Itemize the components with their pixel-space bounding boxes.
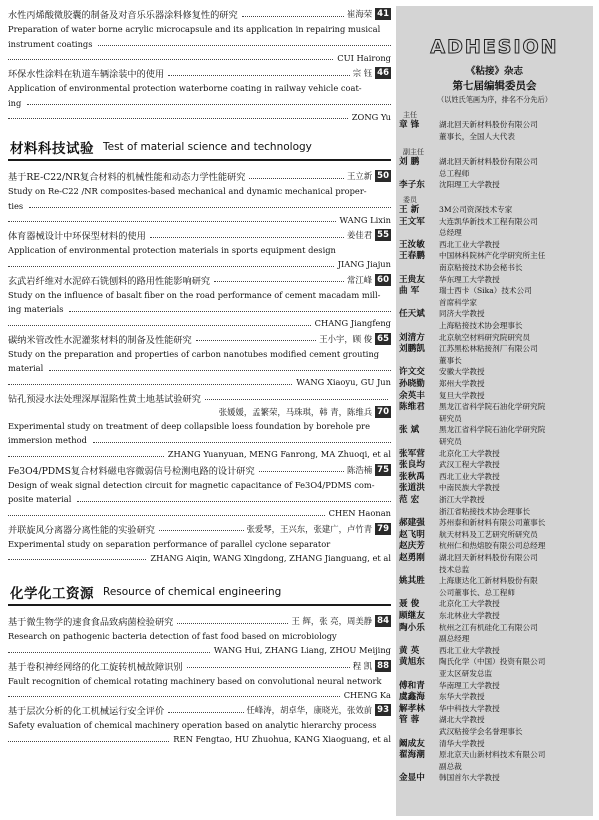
member-affiliation: 技术总监 [439, 564, 470, 574]
member-affiliation: 江苏黑松林粘接剂厂有限公司 [439, 344, 538, 354]
committee-member [396, 761, 593, 773]
member-name: 张军营 [399, 448, 425, 459]
article-title-cn[interactable] [8, 522, 391, 536]
member-affiliation: 南京粘接技术协会秘书长 [439, 263, 523, 272]
author-en-line [8, 376, 391, 389]
member-affiliation: 陶氏化学（中国）投资有限公司 [439, 657, 546, 667]
article-title-en [8, 37, 391, 51]
member-affiliation: 研究员 [439, 437, 462, 446]
member-name: 任天斌 [399, 309, 425, 320]
member-affiliation: 华中科技大学教授 [439, 703, 500, 713]
member-affiliation: 北京化工大学教授 [439, 448, 500, 458]
author-en-line [8, 51, 391, 64]
member-name: 刘鹏凯 [399, 344, 425, 355]
committee-member [396, 366, 593, 378]
leader-dots [8, 456, 164, 457]
leader-dots [8, 59, 333, 60]
leader-dots [159, 530, 244, 531]
member-name: 余英丰 [399, 390, 425, 401]
article-title-cn[interactable] [8, 228, 391, 242]
member-affiliation: 东北林业大学教授 [439, 611, 500, 620]
leader-dots [29, 207, 391, 208]
leader-dots [49, 370, 391, 371]
member-name: 王汝敏 [399, 239, 425, 250]
adhesion-masthead: ADHESION [430, 36, 559, 58]
author-cn: 张媛媛，孟繁荣，马珠琪，韩 青，陈维兵 [218, 406, 373, 417]
committee-member [396, 529, 593, 541]
article-title-en [8, 492, 391, 506]
author-cn: 崔海荣 [347, 9, 373, 19]
committee-member [396, 726, 593, 738]
page-number-badge: 41 [377, 9, 389, 19]
member-affiliation: 清华大学教授 [439, 738, 485, 748]
member-name: 孙晓勤 [399, 379, 425, 389]
committee-member [396, 622, 593, 634]
author-cn: 宗 钰 [352, 68, 373, 78]
leader-dots [168, 712, 243, 713]
article-title-cn[interactable] [8, 703, 391, 717]
page-number-badge: 75 [377, 464, 389, 475]
member-affiliation: 3M公司资深技术专家 [439, 205, 513, 214]
member-name: 刘 鹏 [399, 157, 420, 168]
member-affiliation: 北京航空材料研究院研究员 [439, 332, 531, 342]
article-title-en: Fault recognition of chemical rotating machinery based on convolutional neural network [8, 675, 382, 686]
article-title-en: Study on Re-C22 /NR composites-based mechanical and dynamic mechanical proper- [8, 186, 367, 196]
member-affiliation: 原北京天山新材料技术有限公司 [439, 750, 546, 760]
committee-member [396, 250, 593, 262]
article-title-text: Fe3O4/PDMS复合材料磁电容微弱信号检测电路的设计研究 [8, 465, 255, 477]
member-affiliation: 沈阳理工大学教授 [439, 180, 500, 190]
author-en: WANG Xiaoyu, GU Jun [296, 377, 391, 387]
article-title-text: 水性丙烯酸微胶囊的制备及对音乐乐器涂料修复性的研究 [8, 10, 238, 21]
member-name: 许文交 [399, 367, 425, 378]
leader-dots [196, 340, 316, 341]
article-title-text: 基于微生物学的速食食品致病菌检验研究 [8, 617, 174, 628]
article-title-text: 体育器械设计中环保型材料的使用 [8, 231, 146, 242]
committee-member [396, 424, 593, 436]
author-en-line [8, 507, 391, 520]
member-affiliation: 航天材料及工艺研究所研究员 [439, 529, 538, 539]
article-title-en [8, 433, 391, 447]
member-affiliation: 郑州大学教授 [439, 379, 485, 388]
member-name: 黄 英 [399, 645, 420, 656]
author-en-line [8, 258, 391, 271]
article-title-cn[interactable] [8, 273, 391, 287]
committee-member [396, 680, 593, 692]
article-title-text: 基于RE-C22/NR复合材料的机械性能和动态力学性能研究 [8, 172, 246, 183]
leader-dots [249, 178, 344, 179]
committee-member [396, 239, 593, 251]
member-affiliation: 上海粘接技术协会理事长 [439, 321, 523, 330]
leader-dots [8, 652, 210, 653]
committee-member [396, 540, 593, 552]
member-name: 刘清方 [399, 332, 425, 343]
committee-member [396, 390, 593, 402]
section-rule [8, 604, 391, 606]
page-number-badge: 46 [377, 68, 389, 78]
section-title-en: Resource of chemical engineering [103, 586, 282, 598]
member-affiliation: 浙江省粘接技术协会理事长 [439, 506, 531, 516]
author-en-line [8, 110, 391, 123]
leader-dots [177, 623, 288, 624]
committee-member [396, 297, 593, 309]
member-name: 姚其胜 [399, 576, 425, 587]
article-title-cn[interactable] [8, 391, 391, 405]
article-title-text: 碳纳米管改性水泥灌浆材料的制备及性能研究 [8, 334, 192, 346]
committee-member [396, 343, 593, 355]
page-number-badge: 55 [377, 230, 389, 240]
member-name: 范 宏 [399, 495, 420, 505]
section-header [8, 578, 391, 606]
committee-member [396, 459, 593, 471]
page-number-badge: 65 [377, 333, 389, 344]
article-title-cn[interactable] [8, 614, 391, 628]
article-title-cn[interactable] [8, 66, 391, 80]
member-name: 王春鹏 [399, 251, 425, 262]
member-affiliation: 同济大学教授 [439, 309, 485, 319]
author-en-line [8, 317, 391, 330]
committee-member [396, 131, 593, 143]
member-affiliation: 中南民族大学教授 [439, 483, 500, 493]
author-en-line [8, 688, 391, 701]
member-affiliation: 亚太区研发总监 [439, 669, 493, 678]
committee-member [396, 156, 593, 168]
member-name: 王 新 [399, 205, 420, 215]
article-title-cn[interactable] [8, 7, 391, 21]
member-affiliation: 武汉粘接学会名誉理事长 [439, 727, 523, 736]
section-title-cn: 材料科技试验 [10, 141, 94, 157]
author-cn: 任峰涛，胡卓华，康晓光，张效前 [246, 705, 373, 715]
role-label: 委员 [403, 196, 417, 204]
article-title-text: 钻孔预浸水法处理深厚湿陷性黄土地基试验研究 [8, 393, 201, 405]
page-number-badge: 79 [377, 523, 389, 534]
member-name: 陶小乐 [399, 622, 425, 633]
member-affiliation: 武汉工程大学教授 [439, 460, 500, 470]
leader-dots [259, 471, 344, 472]
title-en-text: posite material [8, 494, 72, 504]
committee-member [396, 119, 593, 131]
member-affiliation: 西北工业大学教授 [439, 645, 500, 655]
author-en-line [8, 213, 391, 226]
committee-member [396, 227, 593, 239]
author-cn: 常江峰 [347, 274, 373, 285]
member-affiliation: 韩国首尔大学教授 [439, 773, 500, 783]
member-name: 管 蓉 [399, 715, 420, 726]
committee-member [396, 274, 593, 286]
editorial-committee-panel [396, 6, 593, 816]
member-affiliation: 华南理工大学教授 [439, 680, 500, 690]
committee-member [396, 610, 593, 622]
committee-member [396, 645, 593, 657]
committee-member [396, 285, 593, 297]
author-en: CHEN Haonan [328, 508, 391, 518]
article-title-en: Study on the influence of basalt fiber on the road performance of cement macadam mill- [8, 289, 381, 300]
committee-member [396, 308, 593, 320]
committee-member [396, 482, 593, 494]
leader-dots [8, 515, 325, 516]
member-affiliation: 黑龙江省科学院石油化学研究院 [439, 425, 546, 435]
page-number-badge: 70 [377, 406, 389, 417]
committee-member [396, 448, 593, 460]
article-title-en: Experimental study on separation performance of parallel cyclone separator [8, 538, 331, 549]
article-title-en [8, 361, 391, 375]
article-title-en: Safety evaluation of chemical machinery operation based on analytic hierarchy process [8, 720, 377, 730]
leader-dots [77, 501, 391, 502]
leader-dots [8, 696, 340, 697]
author-cn: 陈浩楠 [347, 464, 373, 475]
article-title-cn[interactable] [8, 463, 391, 477]
member-affiliation: 董事长 [439, 355, 462, 365]
author-cn: 程 凯 [352, 660, 373, 671]
member-name: 陈维君 [399, 402, 425, 413]
committee-member [396, 703, 593, 715]
member-name: 赵勇刚 [399, 553, 425, 563]
committee-member [396, 587, 593, 599]
member-name: 阚成友 [399, 738, 425, 749]
member-affiliation: 西北工业大学教授 [439, 471, 500, 481]
page-number-badge: 93 [377, 705, 389, 715]
title-en-text: instrument coatings [8, 38, 93, 49]
leader-dots [8, 118, 348, 119]
member-name: 解孝林 [399, 703, 425, 714]
author-en-line [8, 448, 391, 461]
member-affiliation: 首席科学家 [439, 297, 477, 307]
title-en-text: immersion method [8, 435, 87, 445]
member-affiliation: 公司董事长、总工程师 [439, 587, 515, 597]
article-title-en: Experimental study on treatment of deep collapsible loess foundation by borehole pre [8, 420, 371, 431]
article-title-en: Design of weak signal detection circuit for magnetic capacitance of Fe3O4/PDMS com- [8, 479, 375, 490]
author-en: REN Fengtao, HU Zhuohua, KANG Xiaoguang, et al [173, 734, 391, 744]
member-name: 李子东 [399, 180, 425, 191]
committee-member [396, 168, 593, 180]
member-name: 张道洪 [399, 483, 425, 494]
leader-dots [69, 311, 391, 312]
member-affiliation: 东华大学教授 [439, 692, 485, 702]
author-en-line [8, 733, 391, 746]
leader-dots [242, 16, 344, 17]
committee-member [396, 506, 593, 518]
committee-member [396, 633, 593, 645]
member-affiliation: 浙江大学教授 [439, 495, 485, 504]
committee-member [396, 494, 593, 506]
member-affiliation: 研究员 [439, 413, 462, 423]
leader-dots [98, 45, 391, 46]
journal-name: 《粘接》杂志 [465, 66, 523, 77]
member-affiliation: 副总经理 [439, 634, 470, 644]
committee-member [396, 691, 593, 703]
committee-member [396, 401, 593, 413]
role-label: 副主任 [403, 148, 424, 157]
leader-dots [8, 221, 336, 222]
leader-dots [150, 237, 344, 238]
member-affiliation: 湖北回天新材料股份有限公司 [439, 157, 538, 167]
member-affiliation: 安徽大学教授 [439, 367, 485, 377]
member-name: 张 斌 [399, 425, 420, 436]
member-affiliation: 湖北回天新材料股份有限公司 [439, 120, 538, 129]
article-title-en [8, 199, 391, 213]
author-cn: 张爱琴，王兴东，张建广，卢竹青 [246, 523, 373, 534]
committee-member [396, 656, 593, 668]
committee-member [396, 413, 593, 425]
section-title-cn: 化学化工资源 [10, 586, 94, 602]
member-affiliation: 湖北回天新材料股份有限公司 [439, 553, 538, 562]
section-title-en: Test of material science and technology [103, 141, 312, 153]
member-name: 赵飞明 [399, 529, 425, 540]
committee-note: （以姓氏笔画为序，排名不分先后） [436, 95, 552, 104]
member-affiliation: 西北工业大学教授 [439, 239, 500, 249]
member-affiliation: 北京化工大学教授 [439, 599, 500, 609]
role-label: 主任 [403, 111, 417, 119]
leader-dots [93, 442, 391, 443]
article-title-cn[interactable] [8, 659, 391, 673]
member-affiliation: 杭州之江有机硅化工有限公司 [439, 622, 538, 632]
member-affiliation: 苏州泰和新材料有限公司董事长 [439, 518, 546, 528]
leader-dots [8, 325, 311, 326]
committee-member [396, 471, 593, 483]
author-en: ZHANG Yuanyuan, MENG Fanrong, MA Zhuoqi, et al [167, 449, 391, 459]
leader-dots [187, 667, 350, 668]
committee-member [396, 598, 593, 610]
member-affiliation: 华东理工大学教授 [439, 274, 500, 284]
member-affiliation: 副总裁 [439, 761, 462, 771]
member-name: 郝建强 [399, 518, 425, 529]
article-title-cn[interactable] [8, 332, 391, 346]
author-en: CHENG Ka [343, 689, 391, 700]
committee-member [396, 332, 593, 344]
section-rule [8, 159, 391, 161]
member-name: 章 锋 [399, 120, 420, 130]
committee-title: 第七届编辑委员会 [452, 80, 537, 92]
leader-dots [205, 399, 388, 400]
author-en: ZONG Yu [351, 111, 391, 122]
member-affiliation: 瑞士西卡（Sika）技术公司 [439, 286, 532, 296]
committee-member [396, 575, 593, 587]
member-name: 虞鑫海 [399, 692, 425, 703]
committee-member [396, 738, 593, 750]
article-title-en: Application of environmental protection waterborne coating in railway vehicle coat- [8, 83, 362, 93]
member-name: 赵庆芳 [399, 541, 425, 552]
leader-dots [8, 384, 292, 385]
committee-member [396, 262, 593, 274]
member-affiliation: 复旦大学教授 [439, 390, 485, 400]
article-title-en: Application of environmental protection materials in sports equipment design [8, 245, 336, 255]
article-title-text: 基于层次分析的化工机械运行安全评价 [8, 706, 165, 717]
member-name: 顾继友 [399, 611, 425, 621]
author-cn: 王 辉，张 亮，周美静 [291, 616, 373, 626]
member-name: 聂 俊 [399, 599, 420, 610]
committee-member [396, 436, 593, 448]
member-affiliation: 黑龙江省科学院石油化学研究院 [439, 402, 546, 412]
title-en-text: ing [8, 97, 22, 108]
leader-dots [8, 559, 146, 560]
author-en: CUI Hairong [337, 52, 391, 63]
committee-member [396, 772, 593, 784]
author-en: JIANG Jiajun [337, 259, 391, 269]
committee-member [396, 179, 593, 191]
title-en-text: ing materials [8, 304, 64, 314]
member-name: 王文军 [399, 216, 425, 227]
article-title-cn[interactable] [8, 169, 391, 183]
leader-dots [168, 75, 350, 76]
member-name: 翟海潮 [399, 750, 425, 761]
leader-dots [214, 281, 344, 282]
title-en-text: material [8, 363, 44, 373]
leader-dots [8, 741, 169, 742]
member-affiliation: 中国林科院林产化学研究所主任 [439, 251, 546, 261]
article-title-en [8, 302, 391, 316]
article-title-text: 并联旋风分离器分离性能的实验研究 [8, 524, 155, 536]
committee-member [396, 378, 593, 390]
committee-member [396, 320, 593, 332]
committee-member [396, 355, 593, 367]
page-number-badge: 84 [377, 616, 389, 626]
author-en-line [8, 551, 391, 564]
committee-member [396, 749, 593, 761]
committee-member [396, 552, 593, 564]
article-title-text: 玄武岩纤维对水泥碎石铣刨料的路用性能影响研究 [8, 275, 211, 287]
member-name: 傅和青 [399, 680, 425, 691]
author-cn: 姜佳君 [347, 230, 373, 240]
author-cn: 王小宇，顾 俊 [319, 333, 373, 344]
author-en: WANG Lixin [339, 214, 391, 225]
committee-member [396, 517, 593, 529]
article-title-en: Preparation of water borne acrylic microcapsule and its application in repairing musical [8, 24, 381, 34]
page-number-badge: 88 [377, 660, 389, 671]
page-number-badge: 60 [377, 274, 389, 285]
member-affiliation: 杭州仁和热熔胶有限公司总经理 [439, 541, 546, 551]
title-en-text: ties [8, 200, 24, 211]
article-title-text: 环保水性涂料在轨道车辆涂装中的使用 [8, 69, 165, 80]
author-en: WANG Hui, ZHANG Liang, ZHOU Meijing [213, 645, 391, 655]
author-en-line [8, 644, 391, 657]
member-name: 黄旭东 [399, 657, 425, 668]
author-en: ZHANG Aiqin, WANG Xingdong, ZHANG Jianguang, et al [150, 552, 391, 563]
member-name: 曲 军 [399, 286, 420, 297]
member-affiliation: 上海康达化工新材料股份有限 [439, 576, 538, 586]
member-affiliation: 大连凯华新技术工程有限公司 [439, 216, 538, 226]
member-affiliation: 总经理 [439, 228, 462, 238]
leader-dots [27, 104, 391, 105]
leader-dots [8, 266, 334, 267]
committee-member [396, 204, 593, 216]
committee-member [396, 668, 593, 680]
member-affiliation: 董事长，全国人大代表 [439, 131, 515, 141]
article-title-text: 基于卷积神经网络的化工旋转机械故障识别 [8, 661, 183, 673]
author-en: CHANG Jiangfeng [314, 318, 391, 328]
table-of-contents [8, 5, 391, 817]
article-title-en: Research on pathogenic bacteria detection of fast food based on microbiology [8, 631, 337, 641]
member-name: 张秋禹 [399, 471, 425, 482]
member-affiliation: 总工程师 [439, 168, 470, 178]
article-title-en: Study on the preparation and properties of carbon nanotubes modified cement grouting [8, 348, 380, 359]
member-name: 金显中 [399, 773, 425, 784]
member-name: 王贵友 [399, 274, 425, 285]
committee-member [396, 216, 593, 228]
section-header [8, 133, 391, 161]
article-title-en [8, 96, 391, 110]
page-number-badge: 50 [377, 171, 389, 181]
committee-member [396, 564, 593, 576]
article-authors-cn [8, 405, 391, 419]
author-cn: 王立新 [347, 171, 373, 181]
member-affiliation: 湖北大学教授 [439, 715, 485, 725]
committee-member [396, 714, 593, 726]
member-name: 张良均 [399, 460, 425, 471]
